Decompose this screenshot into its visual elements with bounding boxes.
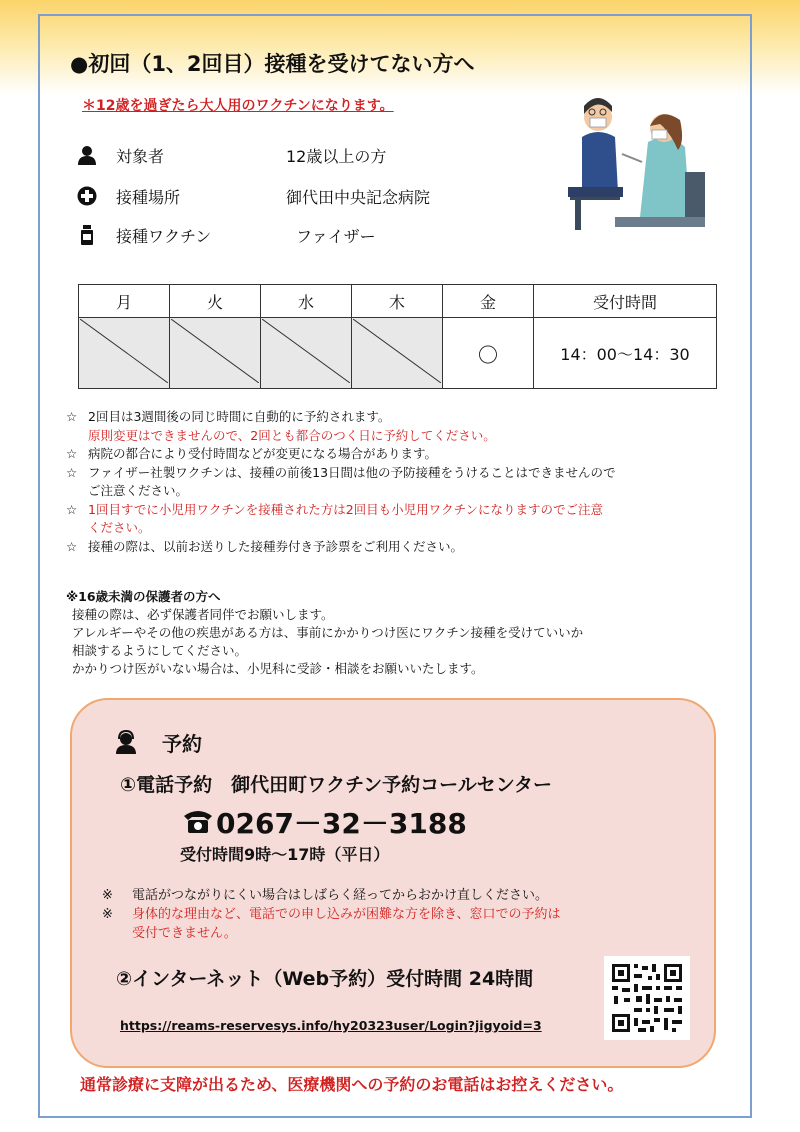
guardian-line: 接種の際は、必ず保護者同伴でお願いします。 — [72, 607, 334, 622]
reservation-heading: 予約 — [114, 728, 202, 757]
schedule-header-row — [79, 285, 717, 318]
day-cell-wed-unavailable — [261, 318, 352, 389]
day-header-thu: 木 — [352, 285, 443, 318]
day-header-fri: 金 — [443, 285, 534, 318]
info-value: 御代田中央記念病院 — [286, 187, 431, 207]
info-label: 接種ワクチン — [116, 226, 212, 246]
phone-reservation-title: ①電話予約 御代田町ワクチン予約コールセンター — [120, 774, 552, 796]
page-title: ●初回（1、2回目）接種を受けてない方へ — [70, 52, 475, 76]
hospital-cross-icon — [76, 185, 98, 207]
info-label: 対象者 — [116, 146, 165, 166]
guardian-section — [66, 588, 583, 678]
notes-list — [66, 408, 616, 556]
list-item: ☆ ファイザー社製ワクチンは、接種の前後13日間は他の予防接種をうけることはできませんので ご注意ください。 — [66, 464, 616, 498]
day-cell-fri-available: 〇 — [443, 318, 534, 389]
list-item: ☆ 2回目は3週間後の同じ時間に自動的に予約されます。 原則変更はできませんので、2回とも都合のつく日に予約してください。 — [66, 409, 496, 443]
info-row-target — [76, 144, 387, 166]
info-row-place — [76, 185, 431, 207]
person-icon — [76, 144, 98, 166]
info-value: 12歳以上の方 — [286, 146, 387, 166]
phone-hours: 受付時間9時〜17時（平日） — [180, 845, 390, 864]
info-row-vaccine — [76, 224, 376, 246]
guardian-line: アレルギーやその他の疾患がある方は、事前にかかりつけ医にワクチン接種を受けていいか — [72, 625, 584, 640]
list-item: ※ 身体的な理由など、電話での申し込みが困難な方を除き、窓口での予約は 受付できません。 — [102, 907, 561, 941]
day-cell-thu-unavailable — [352, 318, 443, 389]
vaccination-illustration — [560, 92, 710, 232]
schedule-body-row — [79, 318, 717, 389]
operator-icon — [114, 730, 140, 756]
age-note: ＊12歳を過ぎたら大人用のワクチンになります。 — [82, 98, 394, 114]
web-reservation-title: ②インターネット（Web予約）受付時間 24時間 — [116, 968, 534, 990]
footer-warning: 通常診療に支障が出るため、医療機関への予約のお電話はお控えください。 — [80, 1075, 624, 1094]
day-cell-tue-unavailable — [170, 318, 261, 389]
day-cell-mon-unavailable — [79, 318, 170, 389]
hours-header: 受付時間 — [534, 285, 717, 318]
phone-number-row — [182, 802, 467, 842]
guardian-line: かかりつけ医がいない場合は、小児科に受診・相談をお願いいたします。 — [72, 661, 484, 676]
list-item: ☆ 接種の際は、以前お送りした接種券付き予診票をご利用ください。 — [66, 538, 464, 554]
qr-code[interactable] — [604, 956, 690, 1040]
phone-number[interactable]: 0267－32－3188 — [216, 807, 467, 840]
info-value: ファイザー — [296, 226, 376, 246]
list-item: ※ 電話がつながりにくい場合はしばらく経ってからおかけ直しください。 — [102, 888, 549, 903]
day-header-tue: 火 — [170, 285, 261, 318]
guardian-line: 相談するようにしてください。 — [72, 643, 248, 658]
reservation-notes — [102, 886, 560, 943]
web-reservation-link[interactable]: https://reams-reservesys.info/hy20323user/Login?jigyoid=3 — [120, 1018, 542, 1033]
day-header-mon: 月 — [79, 285, 170, 318]
day-header-wed: 水 — [261, 285, 352, 318]
phone-icon — [182, 808, 216, 836]
list-item: ☆ 病院の都合により受付時間などが変更になる場合があります。 — [66, 446, 438, 461]
list-item: ☆ 1回目すでに小児用ワクチンを接種された方は2回目も小児用ワクチンになりますのでご注意 ください。 — [66, 501, 604, 535]
schedule-table — [78, 284, 717, 389]
vaccine-icon — [76, 224, 98, 246]
guardian-heading: ※16歳未満の保護者の方へ — [66, 589, 221, 604]
hours-cell: 14：00〜14：30 — [534, 318, 717, 389]
info-label: 接種場所 — [116, 187, 181, 207]
